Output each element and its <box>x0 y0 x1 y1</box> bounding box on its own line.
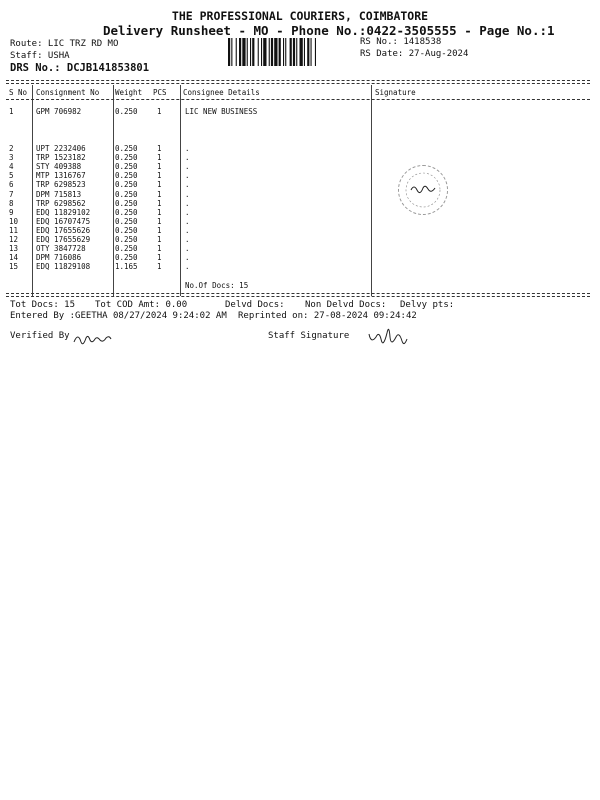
cell-consignee: . <box>185 225 190 235</box>
cell-pcs: 1 <box>157 189 162 199</box>
cell-pcs: 1 <box>157 198 162 208</box>
cell-weight: 0.250 <box>115 244 138 254</box>
cell-sno: 15 <box>9 262 19 272</box>
cell-sno: 14 <box>9 253 19 263</box>
cell-weight: 0.250 <box>115 189 138 199</box>
rs-number: RS No.: 1418538 <box>360 37 442 47</box>
cell-sno: 8 <box>9 198 14 208</box>
runsheet-title: Delivery Runsheet - MO - Phone No.:0422-3505555 - Page No.:1 <box>103 23 555 38</box>
cell-sno: 12 <box>9 235 19 244</box>
cell-consignee: . <box>185 189 190 199</box>
cell-sno: 9 <box>9 207 14 217</box>
cell-consignment: TRP 1523182 <box>36 153 86 163</box>
cell-consignee: . <box>185 198 190 208</box>
cell-consignment: STY 409388 <box>36 162 82 172</box>
cell-consignment: MTP 1316767 <box>36 171 86 181</box>
cell-consignment: TRP 6298562 <box>36 198 86 208</box>
cell-sno: 11 <box>9 225 19 235</box>
cell-weight: 0.250 <box>115 171 138 181</box>
staff-signature <box>366 322 414 354</box>
cell-consignment: OTY 3847728 <box>36 244 86 254</box>
cell-consignment: EDQ 17655629 <box>36 235 91 244</box>
cell-pcs: 1 <box>157 107 162 116</box>
cell-sno: 7 <box>9 189 14 199</box>
cell-sno: 6 <box>9 180 14 190</box>
cell-pcs: 1 <box>157 253 162 263</box>
divider-top-2 <box>6 83 590 84</box>
no-of-docs: No.Of Docs: 15 <box>185 281 249 290</box>
total-cod-amount: Tot COD Amt: 0.00 <box>95 300 188 310</box>
cell-consignment: EDQ 17655626 <box>36 225 91 235</box>
drs-number: DRS No.: DCJB141853801 <box>10 62 150 74</box>
delivered-docs: Delvd Docs: <box>225 300 285 310</box>
company-name: THE PROFESSIONAL COURIERS, COIMBATORE <box>171 9 429 23</box>
cell-consignee: . <box>185 235 190 244</box>
cell-pcs: 1 <box>157 262 162 272</box>
column-header-consignee: Consignee Details <box>183 88 260 97</box>
cell-weight: 0.250 <box>115 162 138 172</box>
cell-weight: 1.165 <box>115 262 138 272</box>
cell-consignment: DPM 716086 <box>36 253 82 263</box>
column-divider <box>180 85 181 296</box>
cell-sno: 1 <box>9 107 14 116</box>
cell-pcs: 1 <box>157 180 162 190</box>
route-label: Route: LIC TRZ RD MO <box>10 39 119 49</box>
cell-consignee: . <box>185 216 190 226</box>
cell-weight: 0.250 <box>115 235 138 244</box>
divider-bottom <box>6 293 590 294</box>
cell-sno: 13 <box>9 244 19 254</box>
cell-weight: 0.250 <box>115 198 138 208</box>
cell-sno: 4 <box>9 162 14 172</box>
verified-by-label: Verified By <box>10 331 70 341</box>
column-divider <box>32 85 33 296</box>
delivery-points: Delvy pts: <box>400 300 455 310</box>
cell-consignee: LIC NEW BUSINESS <box>185 107 258 116</box>
received-stamp <box>398 165 448 215</box>
cell-consignee: . <box>185 253 190 263</box>
non-delivered-docs: Non Delvd Docs: <box>305 300 387 310</box>
staff-signature-label: Staff Signature <box>268 331 350 341</box>
cell-pcs: 1 <box>157 216 162 226</box>
cell-pcs: 1 <box>157 153 162 163</box>
divider-bottom-2 <box>6 296 590 297</box>
cell-weight: 0.250 <box>115 180 138 190</box>
cell-consignment: TRP 6298523 <box>36 180 86 190</box>
cell-consignee: . <box>185 180 190 190</box>
rs-date: RS Date: 27-Aug-2024 <box>360 49 469 59</box>
cell-weight: 0.250 <box>115 207 138 217</box>
verifier-signature <box>72 330 122 348</box>
column-divider <box>371 85 372 296</box>
column-header-sno: S No <box>9 88 28 97</box>
entered-by: Entered By :GEETHA 08/27/2024 9:24:02 AM <box>10 311 227 321</box>
cell-sno: 3 <box>9 153 14 163</box>
cell-consignee: . <box>185 144 190 153</box>
cell-pcs: 1 <box>157 244 162 254</box>
cell-pcs: 1 <box>157 144 162 153</box>
cell-weight: 0.250 <box>115 153 138 163</box>
cell-sno: 5 <box>9 171 14 181</box>
cell-pcs: 1 <box>157 235 162 244</box>
cell-pcs: 1 <box>157 162 162 172</box>
cell-weight: 0.250 <box>115 225 138 235</box>
column-header-consignment: Consignment No <box>36 88 100 97</box>
barcode-image <box>228 38 353 66</box>
cell-consignment: EDQ 16707475 <box>36 216 91 226</box>
cell-weight: 0.250 <box>115 144 138 153</box>
reprinted-on: Reprinted on: 27-08-2024 09:24:42 <box>238 311 417 321</box>
divider-top <box>6 80 590 81</box>
cell-consignee: . <box>185 162 190 172</box>
column-header-pcs: PCS <box>153 88 167 97</box>
cell-consignee: . <box>185 171 190 181</box>
column-header-signature: Signature <box>375 88 416 97</box>
cell-sno: 2 <box>9 144 14 153</box>
cell-consignment: GPM 706982 <box>36 107 82 116</box>
cell-consignee: . <box>185 207 190 217</box>
header-divider <box>6 99 590 100</box>
cell-weight: 0.250 <box>115 216 138 226</box>
cell-consignment: EDQ 11829108 <box>36 262 91 272</box>
cell-consignee: . <box>185 153 190 163</box>
staff-label: Staff: USHA <box>10 51 70 61</box>
total-docs: Tot Docs: 15 <box>10 300 76 310</box>
cell-sno: 10 <box>9 216 19 226</box>
column-header-weight: Weight <box>115 88 143 97</box>
cell-weight: 0.250 <box>115 107 138 116</box>
cell-consignee: . <box>185 244 190 254</box>
cell-consignment: DPM 715813 <box>36 189 82 199</box>
cell-consignee: . <box>185 262 190 272</box>
cell-pcs: 1 <box>157 171 162 181</box>
cell-pcs: 1 <box>157 225 162 235</box>
column-divider <box>113 85 114 296</box>
cell-consignment: EDQ 11829102 <box>36 207 91 217</box>
cell-consignment: UPT 2232406 <box>36 144 86 153</box>
cell-weight: 0.250 <box>115 253 138 263</box>
cell-pcs: 1 <box>157 207 162 217</box>
